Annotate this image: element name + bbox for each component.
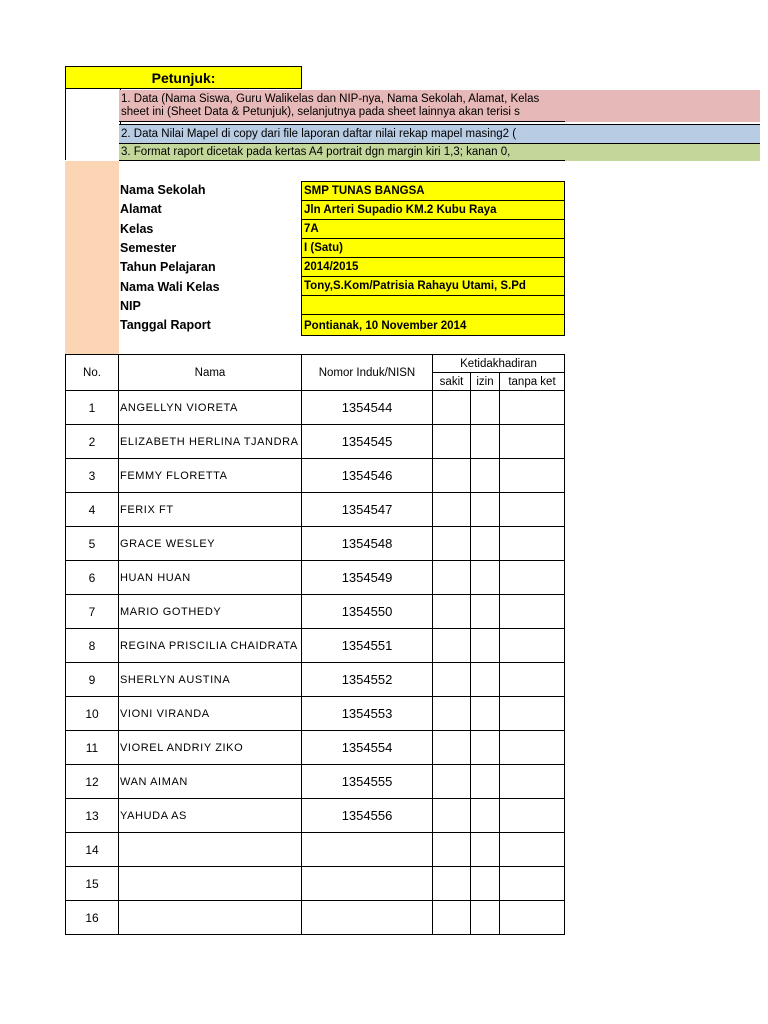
student-name[interactable]: REGINA PRISCILIA CHAIDRATA <box>119 629 302 663</box>
row-number: 6 <box>66 561 119 595</box>
izin-cell[interactable] <box>471 663 500 697</box>
student-nisn[interactable]: 1354553 <box>302 697 433 731</box>
izin-cell[interactable] <box>471 425 500 459</box>
row-number: 5 <box>66 527 119 561</box>
izin-cell[interactable] <box>471 459 500 493</box>
header-ketidakhadiran: Ketidakhadiran <box>433 355 565 373</box>
student-name[interactable]: ANGELLYN VIORETA <box>119 391 302 425</box>
tanpa-ket-cell[interactable] <box>500 833 565 867</box>
izin-cell[interactable] <box>471 799 500 833</box>
student-name[interactable] <box>119 867 302 901</box>
izin-cell[interactable] <box>471 731 500 765</box>
table-row <box>66 833 565 867</box>
student-nisn[interactable]: 1354546 <box>302 459 433 493</box>
label-tanggal-raport: Tanggal Raport <box>120 318 211 332</box>
student-name[interactable]: MARIO GOTHEDY <box>119 595 302 629</box>
row-number: 7 <box>66 595 119 629</box>
student-nisn[interactable] <box>302 867 433 901</box>
tanpa-ket-cell[interactable] <box>500 493 565 527</box>
value-nama-wali-kelas[interactable]: Tony,S.Kom/Patrisia Rahayu Utami, S.Pd <box>301 276 565 296</box>
instruction-2-fill <box>565 124 760 144</box>
row-number: 14 <box>66 833 119 867</box>
value-tanggal-raport[interactable]: Pontianak, 10 November 2014 <box>301 314 565 336</box>
izin-cell[interactable] <box>471 765 500 799</box>
sakit-cell[interactable] <box>433 459 471 493</box>
izin-cell[interactable] <box>471 527 500 561</box>
table-row <box>66 425 565 459</box>
value-kelas[interactable]: 7A <box>301 219 565 239</box>
sakit-cell[interactable] <box>433 561 471 595</box>
student-name[interactable]: WAN AIMAN <box>119 765 302 799</box>
header-sakit: sakit <box>433 373 471 391</box>
value-nama-sekolah[interactable]: SMP TUNAS BANGSA <box>301 181 565 201</box>
table-row <box>66 731 565 765</box>
tanpa-ket-cell[interactable] <box>500 901 565 935</box>
label-nama-sekolah: Nama Sekolah <box>120 183 206 197</box>
izin-cell[interactable] <box>471 901 500 935</box>
tanpa-ket-cell[interactable] <box>500 561 565 595</box>
izin-cell[interactable] <box>471 867 500 901</box>
student-name[interactable]: VIOREL ANDRIY ZIKO <box>119 731 302 765</box>
table-row <box>66 901 565 935</box>
table-row <box>66 629 565 663</box>
label-tahun-pelajaran: Tahun Pelajaran <box>120 260 216 274</box>
petunjuk-title: Petunjuk: <box>65 66 302 89</box>
sakit-cell[interactable] <box>433 629 471 663</box>
row-number: 10 <box>66 697 119 731</box>
row-number: 3 <box>66 459 119 493</box>
student-name[interactable]: YAHUDA AS <box>119 799 302 833</box>
tanpa-ket-cell[interactable] <box>500 391 565 425</box>
tanpa-ket-cell[interactable] <box>500 799 565 833</box>
header-izin: izin <box>471 373 500 391</box>
row-number: 8 <box>66 629 119 663</box>
student-name[interactable]: ELIZABETH HERLINA TJANDRA <box>119 425 302 459</box>
row-number: 9 <box>66 663 119 697</box>
header-no: No. <box>66 355 119 391</box>
student-nisn[interactable]: 1354544 <box>302 391 433 425</box>
student-nisn[interactable]: 1354550 <box>302 595 433 629</box>
header-nama: Nama <box>119 355 302 391</box>
label-semester: Semester <box>120 241 177 255</box>
sakit-cell[interactable] <box>433 901 471 935</box>
student-name[interactable] <box>119 901 302 935</box>
student-nisn[interactable]: 1354552 <box>302 663 433 697</box>
peach-column <box>65 161 119 354</box>
izin-cell[interactable] <box>471 833 500 867</box>
header-nisn: Nomor Induk/NISN <box>302 355 433 391</box>
tanpa-ket-cell[interactable] <box>500 425 565 459</box>
sakit-cell[interactable] <box>433 731 471 765</box>
tanpa-ket-cell[interactable] <box>500 527 565 561</box>
row-number: 4 <box>66 493 119 527</box>
value-nip[interactable] <box>301 295 565 315</box>
table-row <box>66 459 565 493</box>
sakit-cell[interactable] <box>433 663 471 697</box>
table-row <box>66 391 565 425</box>
table-row <box>66 765 565 799</box>
label-kelas: Kelas <box>120 222 154 236</box>
sakit-cell[interactable] <box>433 833 471 867</box>
student-table <box>65 354 565 935</box>
instruction-1-fill <box>565 90 760 122</box>
student-nisn[interactable]: 1354545 <box>302 425 433 459</box>
student-nisn[interactable]: 1354555 <box>302 765 433 799</box>
row-number: 11 <box>66 731 119 765</box>
row-number: 2 <box>66 425 119 459</box>
label-alamat: Alamat <box>120 202 162 216</box>
student-nisn[interactable] <box>302 901 433 935</box>
row-number: 13 <box>66 799 119 833</box>
student-nisn[interactable]: 1354548 <box>302 527 433 561</box>
instruction-1-line-a: 1. Data (Nama Siswa, Guru Walikelas dan NIP-nya, Nama Sekolah, Alamat, Kelas <box>121 93 540 105</box>
table-row <box>66 663 565 697</box>
value-semester[interactable]: I (Satu) <box>301 238 565 258</box>
sakit-cell[interactable] <box>433 425 471 459</box>
tanpa-ket-cell[interactable] <box>500 731 565 765</box>
table-row <box>66 697 565 731</box>
izin-cell[interactable] <box>471 561 500 595</box>
row-number: 12 <box>66 765 119 799</box>
sakit-cell[interactable] <box>433 867 471 901</box>
table-row <box>66 799 565 833</box>
tanpa-ket-cell[interactable] <box>500 629 565 663</box>
izin-cell[interactable] <box>471 697 500 731</box>
sakit-cell[interactable] <box>433 595 471 629</box>
header-tanpa-ket: tanpa ket <box>500 373 565 391</box>
label-nama-wali-kelas: Nama Wali Kelas <box>120 280 220 294</box>
instruction-left-strip <box>65 88 121 160</box>
student-name[interactable]: HUAN HUAN <box>119 561 302 595</box>
student-nisn[interactable]: 1354556 <box>302 799 433 833</box>
table-row <box>66 527 565 561</box>
student-nisn[interactable]: 1354551 <box>302 629 433 663</box>
table-row <box>66 493 565 527</box>
student-name[interactable]: VIONI VIRANDA <box>119 697 302 731</box>
instruction-1 <box>119 90 565 122</box>
izin-cell[interactable] <box>471 595 500 629</box>
table-row <box>66 867 565 901</box>
tanpa-ket-cell[interactable] <box>500 697 565 731</box>
tanpa-ket-cell[interactable] <box>500 663 565 697</box>
sakit-cell[interactable] <box>433 493 471 527</box>
student-nisn[interactable]: 1354549 <box>302 561 433 595</box>
sakit-cell[interactable] <box>433 391 471 425</box>
student-nisn[interactable]: 1354554 <box>302 731 433 765</box>
student-nisn[interactable] <box>302 833 433 867</box>
value-tahun-pelajaran[interactable]: 2014/2015 <box>301 257 565 277</box>
sakit-cell[interactable] <box>433 799 471 833</box>
row-number: 1 <box>66 391 119 425</box>
table-row <box>66 595 565 629</box>
sakit-cell[interactable] <box>433 697 471 731</box>
instruction-2: 2. Data Nilai Mapel di copy dari file laporan daftar nilai rekap mapel masing2 ( <box>119 124 565 144</box>
izin-cell[interactable] <box>471 629 500 663</box>
tanpa-ket-cell[interactable] <box>500 765 565 799</box>
student-name[interactable]: GRACE WESLEY <box>119 527 302 561</box>
student-nisn[interactable]: 1354547 <box>302 493 433 527</box>
instruction-3-fill <box>565 144 760 161</box>
sakit-cell[interactable] <box>433 765 471 799</box>
instruction-1-line-b: sheet ini (Sheet Data & Petunjuk), selanjutnya pada sheet lainnya akan terisi s <box>121 106 520 118</box>
student-name[interactable]: FERIX FT <box>119 493 302 527</box>
izin-cell[interactable] <box>471 391 500 425</box>
divider <box>65 88 119 89</box>
value-alamat[interactable]: Jln Arteri Supadio KM.2 Kubu Raya <box>301 200 565 220</box>
row-number: 15 <box>66 867 119 901</box>
izin-cell[interactable] <box>471 493 500 527</box>
tanpa-ket-cell[interactable] <box>500 595 565 629</box>
table-row <box>66 561 565 595</box>
instruction-3: 3. Format raport dicetak pada kertas A4 portrait dgn margin kiri 1,3; kanan 0, <box>119 144 565 161</box>
student-name[interactable]: FEMMY FLORETTA <box>119 459 302 493</box>
student-name[interactable]: SHERLYN AUSTINA <box>119 663 302 697</box>
tanpa-ket-cell[interactable] <box>500 459 565 493</box>
sakit-cell[interactable] <box>433 527 471 561</box>
row-number: 16 <box>66 901 119 935</box>
student-name[interactable] <box>119 833 302 867</box>
label-nip: NIP <box>120 299 141 313</box>
tanpa-ket-cell[interactable] <box>500 867 565 901</box>
